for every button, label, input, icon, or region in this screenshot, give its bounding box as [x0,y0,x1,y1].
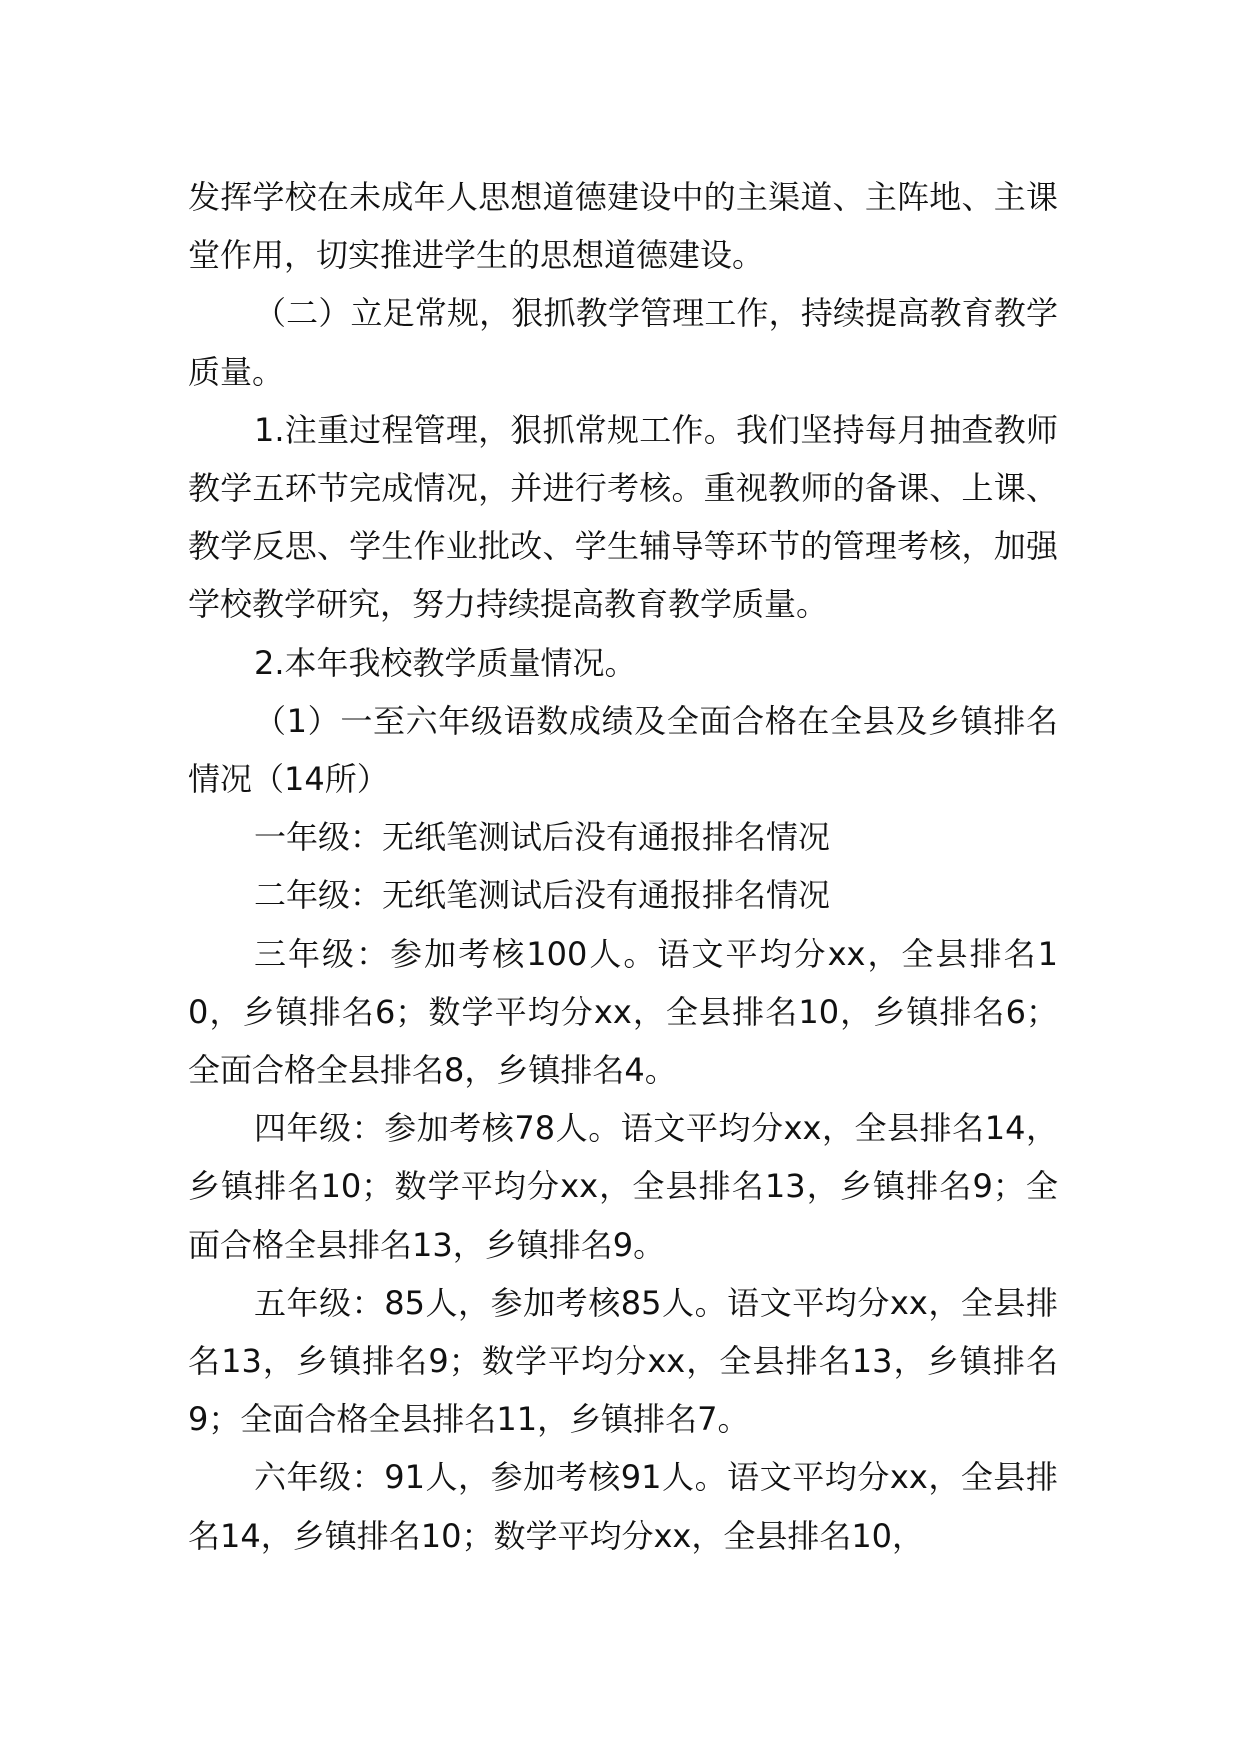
section-heading-2: （二）立足常规，狠抓教学管理工作，持续提高教育教学质量。 [188,294,1058,391]
paragraph-continuation: 发挥学校在未成年人思想道德建设中的主渠道、主阵地、主课堂作用，切实推进学生的思想道德建设。 [188,178,1058,275]
paragraph-grade-2: 二年级：无纸笔测试后没有通报排名情况 [254,876,831,915]
document-body [188,168,1058,1565]
paragraph-process-management: 1.注重过程管理，狠抓常规工作。我们坚持每月抽查教师教学五环节完成情况，并进行考核。重视教师的备课、上课、教学反思、学生作业批改、学生辅导等环节的管理考核，加强学校教学研究，努力持续提高教育教学质量。 [188,410,1058,624]
paragraph-grade-3: 三年级：参加考核100人。语文平均分xx，全县排名10，乡镇排名6；数学平均分xx，全县排名10，乡镇排名6；全面合格全县排名8，乡镇排名4。 [188,934,1058,1090]
paragraph-grade-5: 五年级：85人，参加考核85人。语文平均分xx，全县排名13，乡镇排名9；数学平均分xx，全县排名13，乡镇排名9；全面合格全县排名11，乡镇排名7。 [188,1283,1058,1439]
paragraph-quality-intro: 2.本年我校教学质量情况。 [254,643,637,682]
paragraph-grade-4: 四年级：参加考核78人。语文平均分xx，全县排名14，乡镇排名10；数学平均分xx，全县排名13，乡镇排名9；全面合格全县排名13，乡镇排名9。 [188,1109,1058,1264]
paragraph-ranking-heading: （1）一至六年级语数成绩及全面合格在全县及乡镇排名情况（14所） [188,701,1058,799]
paragraph-grade-6: 六年级：91人，参加考核91人。语文平均分xx，全县排名14，乡镇排名10；数学平均分xx，全县排名10， [188,1458,1058,1555]
paragraph-grade-1: 一年级：无纸笔测试后没有通报排名情况 [254,818,831,857]
